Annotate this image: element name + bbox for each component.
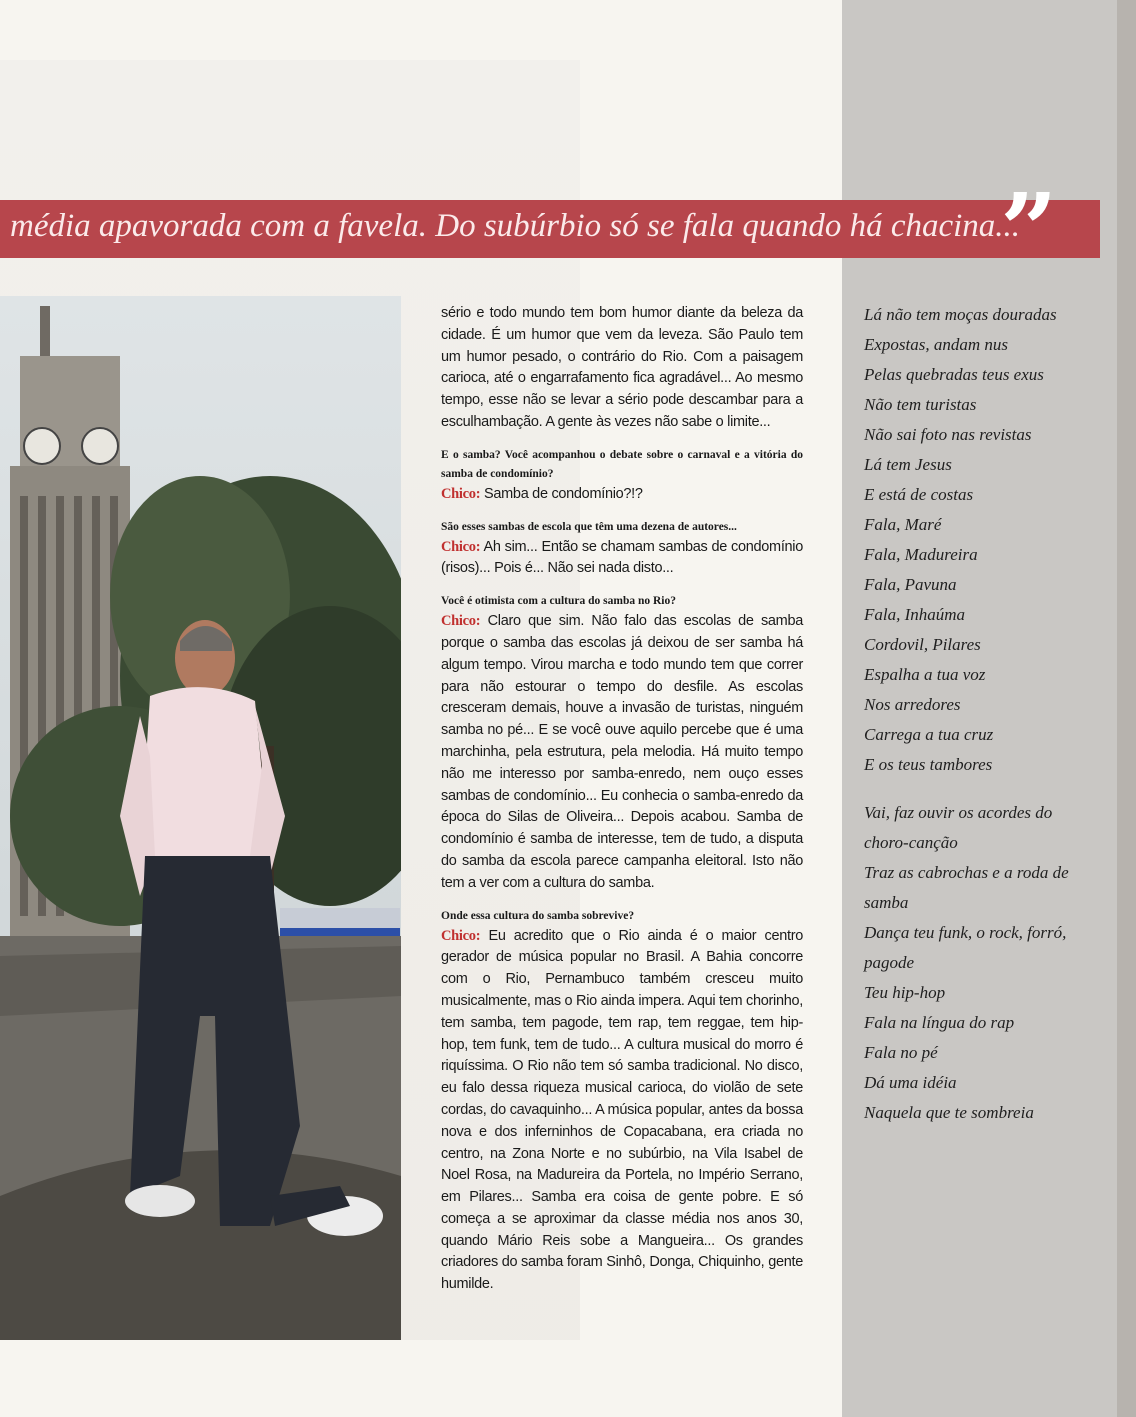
speaker-label: Chico: bbox=[441, 538, 481, 555]
lyric-line: Lá tem Jesus bbox=[864, 455, 952, 474]
song-lyrics bbox=[864, 300, 1104, 1128]
lyric-line: Cordovil, Pilares bbox=[864, 635, 981, 654]
lyric-line: Não tem turistas bbox=[864, 395, 977, 414]
answer bbox=[441, 611, 803, 894]
lyric-line: Fala, Madureira bbox=[864, 545, 978, 564]
lyric-line: Fala na língua do rap bbox=[864, 1013, 1015, 1032]
question: E o samba? Você acompanhou o debate sobre o carnaval e a vitória do samba de condomínio? bbox=[441, 448, 803, 480]
paragraph: sério e todo mundo tem bom humor diante da beleza da cidade. É um humor que vem da leveza. São Paulo tem um humor pesado, o contrário do Rio. Com a paisagem carioca, até o engarrafamento fica agradável... Ao mesmo tempo, esse não se levar a sério pode descambar para a esculhambação. A gente às vezes não sabe o limite... bbox=[441, 305, 803, 430]
portrait-photo bbox=[0, 296, 401, 1340]
lyric-line: Teu hip-hop bbox=[864, 983, 946, 1002]
speaker-label: Chico: bbox=[441, 927, 481, 944]
lyric-line: samba bbox=[864, 893, 909, 912]
lyric-line: Lá não tem moças douradas bbox=[864, 305, 1057, 324]
answer bbox=[441, 537, 803, 581]
answer-text: Eu acredito que o Rio ainda é o maior centro gerador de música popular no Brasil. A Bahia concorre com o Rio, Pernambuco também cresceu muito musicalmente, mas o Rio ainda impera. Aqui tem chorinho, tem samba, tem pagode, tem rap, tem reggae, tem hip-hop, tem funk, tem de tudo... A cultura musical do morro é riquíssima. O Rio não tem só samba tradicional. No disco, eu falo dessa riqueza musical carioca, do violão de sete cordas, do cavaquinho... A música popular, antes da bossa nova e dos inferninhos de Copacabana, era criada no centro, na Zona Norte e no subúrbio, na Vila Isabel de Noel Rosa, na Madureira da Portela, no Império Serrano, em Pilares... Samba era coisa de gente pobre. E só começa a se aproximar da classe média nos anos 30, quando Mário Reis sobe a Mangueira... Os grandes criadores do samba foram Sinhô, Donga, Chiquinho, gente humilde. bbox=[441, 927, 803, 1293]
lyric-line: Carrega a tua cruz bbox=[864, 725, 994, 744]
lyric-line: Fala no pé bbox=[864, 1043, 938, 1062]
lyric-line: E está de costas bbox=[864, 485, 974, 504]
lyric-line: Fala, Maré bbox=[864, 515, 942, 534]
pull-quote-banner bbox=[0, 171, 1100, 289]
lyric-line: Nos arredores bbox=[864, 695, 961, 714]
lyric-line: Traz as cabrochas e a roda de bbox=[864, 863, 1069, 882]
answer-text: Claro que sim. Não falo das escolas de samba porque o samba das escolas já deixou de ser samba há algum tempo. Virou marcha e todo mundo tem que correr para não estourar o tempo do desfile. As escolas cresceram demais, houve a invasão de turistas, ninguém samba no pé... E se você ouve aquilo percebe que é uma marchinha, pela estrutura, pela melodia. Há muito tempo não me interesso por samba-enredo, nem ouço esses sambas de condomínio... Eu conhecia o samba-enredo da época do Silas de Oliveira... Depois acabou. Samba de condomínio é samba de interesse, tem de tudo, a disputa do samba da escola parece campanha eleitoral. Isto não tem a ver com a cultura do samba. bbox=[441, 613, 803, 891]
lyric-line: choro-canção bbox=[864, 833, 958, 852]
page-edge bbox=[1117, 0, 1136, 1417]
lyric-line: Dança teu funk, o rock, forró, bbox=[864, 923, 1067, 942]
photo-illustration bbox=[0, 296, 401, 1340]
lyric-line: Dá uma idéia bbox=[864, 1073, 957, 1092]
lyrics-stanza-2 bbox=[864, 798, 1104, 1128]
pull-quote-text: média apavorada com a favela. Do subúrbio só se fala quando há chacina... bbox=[10, 208, 1021, 244]
lyric-line: Pelas quebradas teus exus bbox=[864, 365, 1044, 384]
answer bbox=[441, 926, 803, 1297]
question: São esses sambas de escola que têm uma dezena de autores... bbox=[441, 520, 737, 533]
lyric-line: Não sai foto nas revistas bbox=[864, 425, 1032, 444]
question: Onde essa cultura do samba sobrevive? bbox=[441, 909, 635, 922]
question: Você é otimista com a cultura do samba no Rio? bbox=[441, 595, 676, 608]
lyric-line: Fala, Inhaúma bbox=[864, 605, 966, 624]
lyric-line: Vai, faz ouvir os acordes do bbox=[864, 803, 1053, 822]
lyric-line: Naquela que te sombreia bbox=[864, 1103, 1034, 1122]
lyrics-stanza-1 bbox=[864, 300, 1104, 780]
lyric-line: pagode bbox=[864, 953, 915, 972]
answer-text: Samba de condomínio?!? bbox=[480, 485, 643, 502]
answer bbox=[441, 484, 803, 506]
lyric-line: Fala, Pavuna bbox=[864, 575, 957, 594]
speaker-label: Chico: bbox=[441, 485, 481, 502]
lyric-line: Espalha a tua voz bbox=[864, 665, 986, 684]
interview-text bbox=[441, 303, 803, 1308]
speaker-label: Chico: bbox=[441, 613, 481, 630]
lyric-line: E os teus tambores bbox=[864, 755, 993, 774]
answer-text: Ah sim... Então se chamam sambas de condomínio (risos)... Pois é... Não sei nada disto... bbox=[441, 538, 803, 577]
lyric-line: Expostas, andam nus bbox=[864, 335, 1009, 354]
closing-quote-icon: ” bbox=[1000, 171, 1058, 289]
